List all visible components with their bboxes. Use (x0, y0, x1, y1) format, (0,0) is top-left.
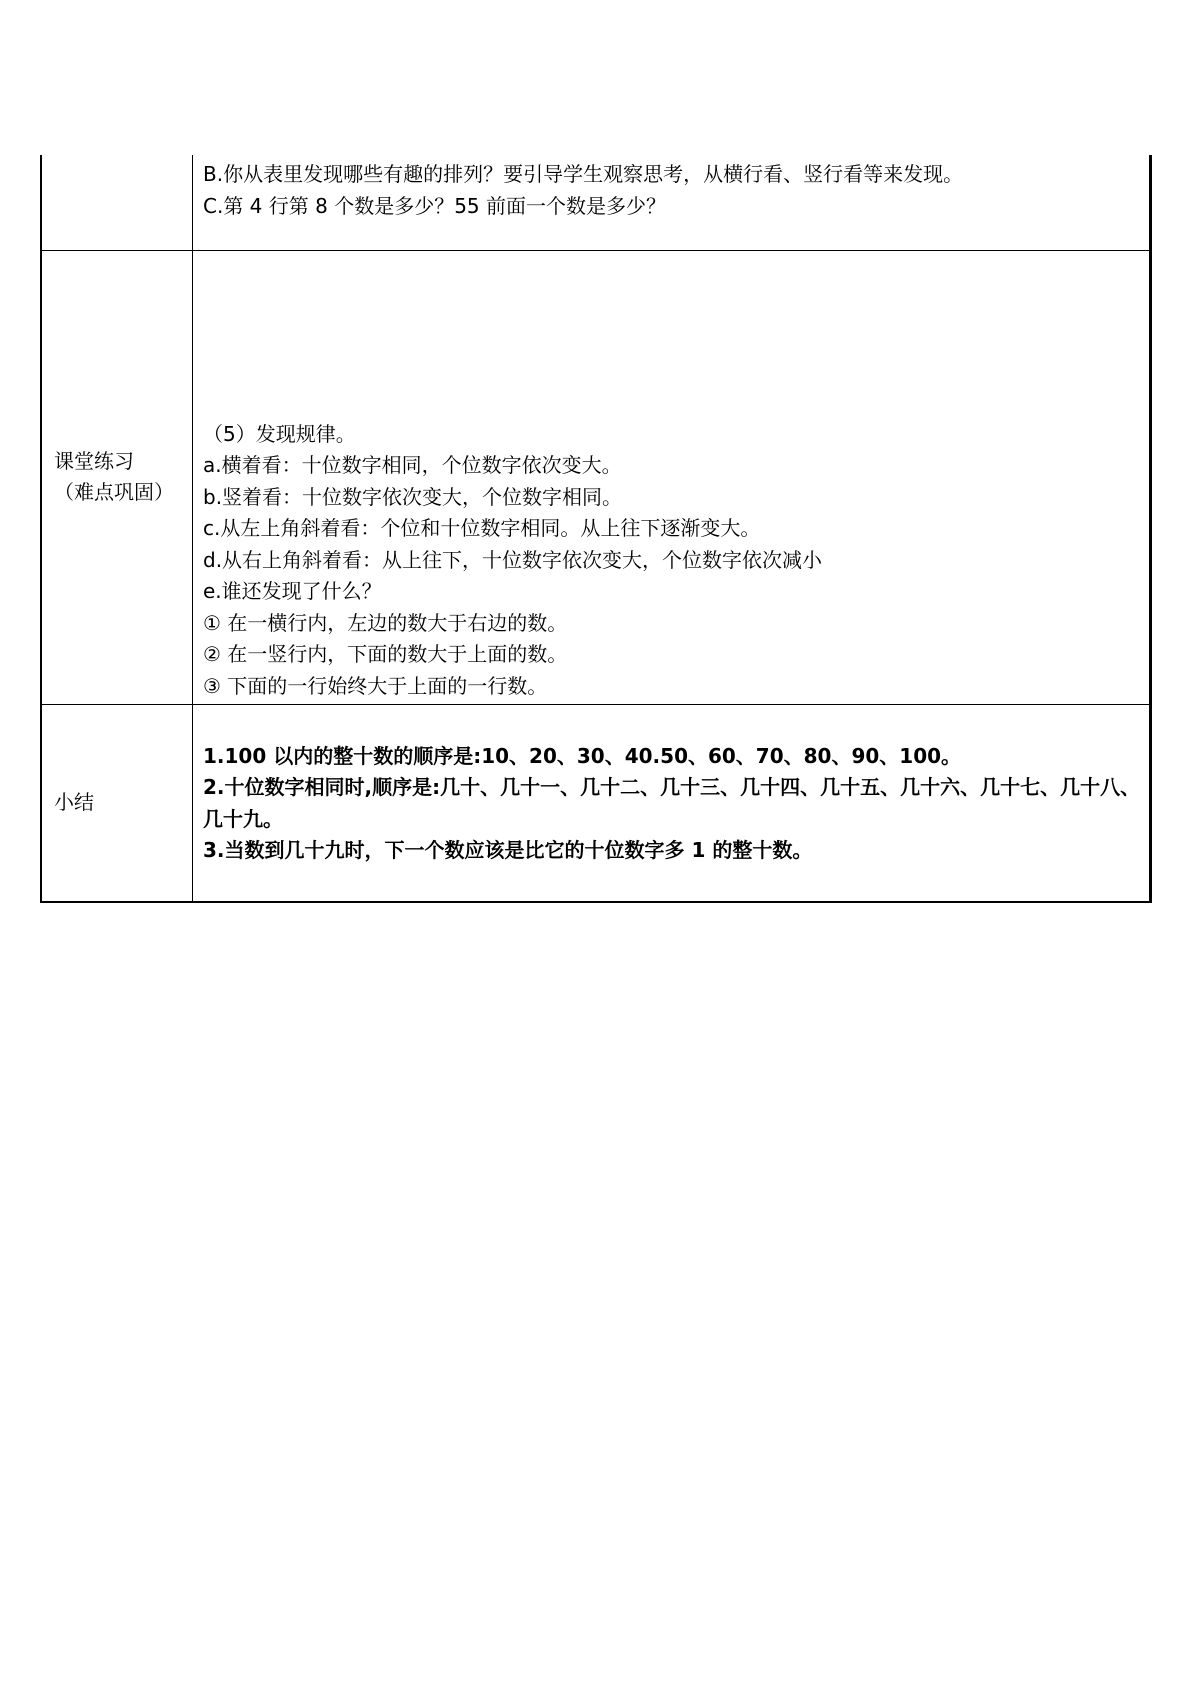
content-line: ② 在一竖行内，下面的数大于上面的数。 (203, 642, 568, 666)
table-row (41, 250, 1151, 704)
row-label (42, 446, 192, 508)
summary-line: 2.十位数字相同时,顺序是:几十、几十一、几十二、几十三、几十四、几十五、几十六、几十七、几十八、几十九。 (203, 775, 1141, 831)
table-row (41, 704, 1151, 902)
content-line: （5）发现规律。 (203, 421, 356, 446)
row-label-line: 课堂练习 (54, 449, 134, 473)
row-content-cell (193, 704, 1151, 902)
content-line: e.谁还发现了什么？ (203, 579, 382, 603)
content-line: a.横着看：十位数字相同，个位数字依次变大。 (203, 453, 622, 477)
row-content-cell (193, 155, 1151, 250)
content-line: C.第 4 行第 8 个数是多少？55 前面一个数是多少？ (203, 193, 667, 218)
row-label-cell (41, 155, 193, 250)
row-label-line: （难点巩固） (54, 480, 174, 504)
table-row (41, 155, 1151, 250)
content-line: ③ 下面的一行始终大于上面的一行数。 (203, 673, 548, 698)
lesson-plan-table (40, 155, 1152, 903)
content-line: c.从左上角斜着看：个位和十位数字相同。从上往下逐渐变大。 (203, 516, 761, 540)
row-label-cell (41, 704, 193, 902)
content-line: ① 在一横行内，左边的数大于右边的数。 (203, 610, 568, 635)
content-line: d.从右上角斜着看：从上往下，十位数字依次变大，个位数字依次减小 (203, 547, 823, 572)
row-label (42, 787, 192, 818)
summary-line: 1.100 以内的整十数的顺序是:10、20、30、40.50、60、70、80、90、100。 (203, 743, 962, 768)
row-label-cell (41, 250, 193, 704)
content-line: b.竖着看：十位数字依次变大，个位数字相同。 (203, 484, 623, 509)
row-content-cell (193, 250, 1151, 704)
summary-line: 3.当数到几十九时，下一个数应该是比它的十位数字多 1 的整十数。 (203, 838, 813, 862)
row-label-line: 小结 (54, 790, 94, 815)
content-line: B.你从表里发现哪些有趣的排列？要引导学生观察思考，从横行看、竖行看等来发现。 (203, 162, 964, 186)
